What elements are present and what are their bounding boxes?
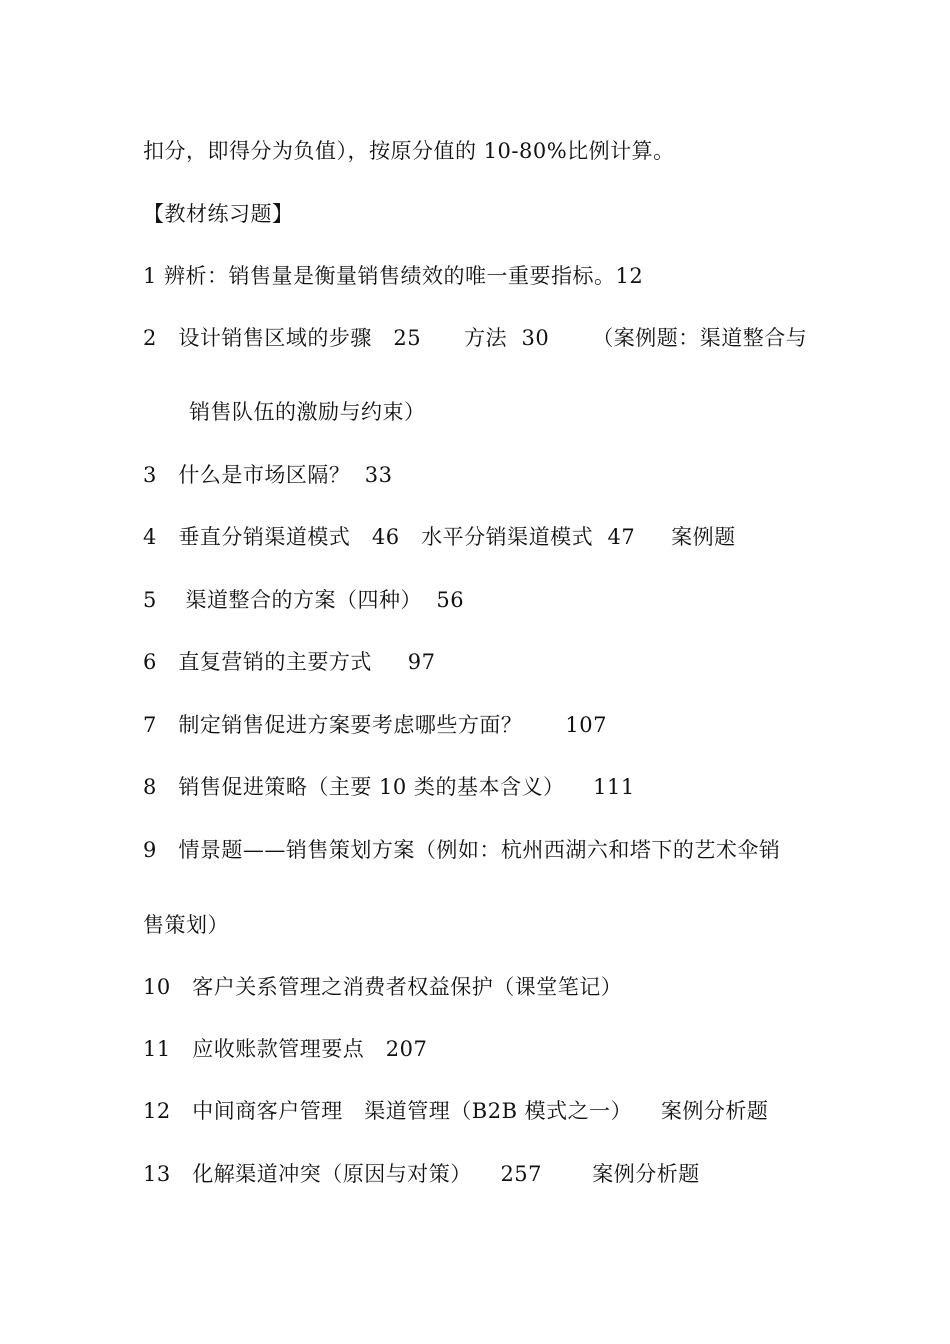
exercise-item-9: 9 情景题——销售策划方案（例如：杭州西湖六和塔下的艺术伞销	[143, 838, 781, 862]
exercise-item-12: 12 中间商客户管理 渠道管理（B2B 模式之一） 案例分析题	[143, 1099, 769, 1123]
exercise-item-10: 10 客户关系管理之消费者权益保护（课堂笔记）	[143, 975, 623, 999]
exercise-item-6: 6 直复营销的主要方式 97	[143, 650, 436, 674]
exercise-item-3: 3 什么是市场区隔？ 33	[143, 463, 393, 487]
text-line-continuation: 扣分，即得分为负值），按原分值的 10-80%比例计算。	[143, 139, 675, 163]
section-heading: 【教材练习题】	[143, 202, 294, 226]
exercise-item-9-continued: 售策划）	[143, 913, 229, 937]
exercise-item-2: 2 设计销售区域的步骤 25 方法 30 （案例题：渠道整合与	[143, 326, 808, 350]
exercise-item-13: 13 化解渠道冲突（原因与对策） 257 案例分析题	[143, 1162, 700, 1186]
exercise-item-8: 8 销售促进策略（主要 10 类的基本含义） 111	[143, 775, 635, 799]
exercise-item-5: 5 渠道整合的方案（四种） 56	[143, 588, 465, 612]
exercise-item-11: 11 应收账款管理要点 207	[143, 1037, 428, 1061]
exercise-item-7: 7 制定销售促进方案要考虑哪些方面？ 107	[143, 713, 608, 737]
exercise-item-2-continued: 销售队伍的激励与约束）	[189, 400, 426, 424]
exercise-item-1: 1 辨析：销售量是衡量销售绩效的唯一重要指标。12	[143, 264, 644, 288]
exercise-item-4: 4 垂直分销渠道模式 46 水平分销渠道模式 47 案例题	[143, 525, 736, 549]
